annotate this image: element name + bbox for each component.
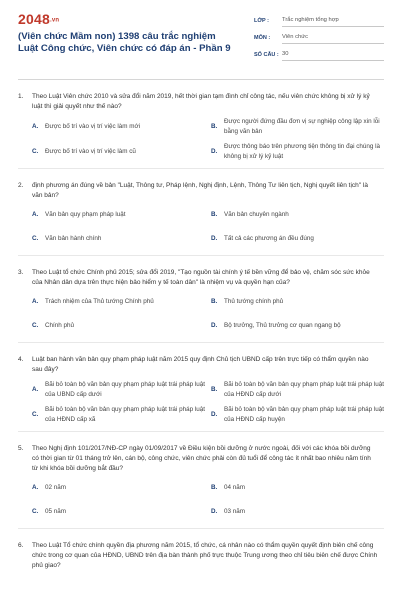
meta-row-count [254, 44, 384, 61]
question-divider [18, 342, 384, 343]
question-stem [18, 444, 384, 474]
question-text: Theo Luật Tổ chức chính quyền địa phương năm 2015, tổ chức, cá nhân nào có thẩm quyền quyết định biên chế công chức trong cơ quan của HĐND, UBND trên địa bàn thành phố trực thuộc Trung ương theo chỉ tiêu biên chế được Chính phủ giao? [32, 542, 378, 569]
option-letter: D. [211, 410, 218, 418]
option-text: 02 năm [45, 484, 67, 492]
question-divider [18, 528, 384, 529]
meta-row-subject [254, 27, 384, 44]
option-text: Được bố trí vào vị trí việc làm cũ [45, 147, 136, 155]
option-b[interactable] [211, 476, 384, 500]
option-letter: A. [32, 484, 39, 492]
question-text: định phương án đúng về bản "Luật, Thông tư, Pháp lệnh, Nghị định, Lệnh, Thông Tư liên tịch, Nghị quyết liên tịch" là văn bản? [32, 182, 368, 199]
option-text: Bộ trưởng, Thủ trưởng cơ quan ngang bộ [224, 322, 341, 330]
option-letter: D. [211, 235, 218, 243]
question-divider [18, 255, 384, 256]
option-text: Văn bản quy phạm pháp luật [45, 211, 126, 219]
logo-suffix: .vn [49, 17, 60, 24]
option-a[interactable] [32, 290, 205, 314]
site-logo[interactable] [18, 10, 233, 29]
option-b[interactable] [211, 203, 384, 227]
meta-value: Viên chức [282, 34, 384, 44]
meta-label: LỚP : [254, 18, 269, 24]
question-number: 6. [18, 542, 24, 549]
option-a[interactable] [32, 377, 205, 402]
option-letter: C. [32, 410, 39, 418]
question-divider [18, 431, 384, 432]
question-5 [18, 444, 384, 529]
question-stem [18, 355, 384, 375]
option-letter: B. [211, 211, 218, 219]
option-text: Trách nhiệm của Thủ tướng Chính phủ [45, 298, 154, 306]
document-title: (Viên chức Mầm non) 1398 câu trắc nghiệm Luật Công chức, Viên chức có đáp án - Phần 9 [18, 31, 231, 55]
option-text: Bãi bỏ toàn bộ văn bản quy phạm pháp luật trái pháp luật của HĐND cấp xã [45, 406, 205, 423]
option-d[interactable] [211, 402, 384, 427]
option-text: Văn bản chuyên ngành [224, 211, 289, 219]
option-text: 03 năm [224, 508, 246, 516]
meta-value: 30 [282, 51, 384, 61]
option-d[interactable] [211, 500, 384, 524]
option-text: 04 năm [224, 484, 246, 492]
option-c[interactable] [32, 500, 205, 524]
question-text: Theo Nghị định 101/2017/NĐ-CP ngày 01/09/2017 về Điều kiện bồi dưỡng ở nước ngoài, đối với các khóa bồi dưỡng có thời gian từ 01 tháng trở lên, cán bộ, công chức, viên chức phải còn đủ tuổi để công tác ít nhất bao nhiêu năm tính từ khi khóa bồi dưỡng bắt đầu? [32, 445, 371, 472]
option-a[interactable] [32, 203, 205, 227]
meta-label: MÔN : [254, 35, 271, 41]
option-d[interactable] [211, 314, 384, 338]
option-text: Được người đứng đầu đơn vị sự nghiệp công lập xin lỗi bằng văn bản [224, 118, 380, 135]
option-letter: C. [32, 147, 39, 155]
question-4 [18, 355, 384, 432]
option-letter: D. [211, 147, 218, 155]
option-d[interactable] [211, 139, 384, 164]
options-grid [32, 377, 384, 427]
option-letter: B. [211, 298, 218, 306]
option-letter: C. [32, 322, 39, 330]
question-stem [18, 92, 384, 112]
option-text: Được bố trí vào vị trí việc làm mới [45, 122, 141, 130]
question-text: Theo Luật tổ chức Chính phủ 2015; sửa đổi 2019, "Tạo nguồn tài chính ý tế bền vững để bảo vệ, chăm sóc sức khỏe của Nhân dân dựa trên thực hiện bảo hiểm y tế toàn dân" là nhiệm vụ và quyền hạn của? [32, 269, 370, 286]
question-number: 2. [18, 182, 24, 189]
option-letter: C. [32, 508, 39, 516]
option-text: Bãi bỏ toàn bộ văn bản quy phạm pháp luật trái pháp luật của UBND cấp dưới [45, 381, 205, 398]
option-text: Được thông báo trên phương tiện thông tin đại chúng là không bị xử lý kỷ luật [224, 143, 381, 160]
header-left [18, 10, 233, 61]
document-header [18, 10, 384, 61]
option-letter: B. [211, 385, 218, 393]
option-letter: A. [32, 385, 39, 393]
option-c[interactable] [32, 402, 205, 427]
header-meta [254, 10, 384, 61]
header-divider [18, 79, 384, 80]
options-grid [32, 114, 384, 164]
question-1 [18, 92, 384, 169]
question-text: Theo Luật Viên chức 2010 và sửa đổi năm 2019, hết thời gian tạm đình chỉ công tác, nếu viên chức không bị xử lý kỷ luật thì giải quyết như thế nào? [32, 93, 370, 110]
options-grid [32, 290, 384, 338]
option-letter: A. [32, 298, 39, 306]
meta-label: SỐ CÂU : [254, 52, 279, 58]
option-a[interactable] [32, 114, 205, 139]
option-a[interactable] [32, 476, 205, 500]
options-grid [32, 476, 384, 524]
question-3 [18, 268, 384, 343]
option-c[interactable] [32, 227, 205, 251]
meta-row-class [254, 10, 384, 27]
option-letter: B. [211, 122, 218, 130]
logo-main: 2048 [18, 11, 50, 27]
question-stem [18, 541, 384, 571]
option-text: Bãi bỏ toàn bộ văn bản quy phạm pháp luật trái pháp luật của HĐND cấp dưới [224, 381, 384, 398]
options-grid [32, 203, 384, 251]
option-d[interactable] [211, 227, 384, 251]
question-6 [18, 541, 384, 571]
option-c[interactable] [32, 139, 205, 164]
option-c[interactable] [32, 314, 205, 338]
option-letter: B. [211, 484, 218, 492]
option-text: 05 năm [45, 508, 67, 516]
option-letter: A. [32, 211, 39, 219]
question-number: 3. [18, 269, 24, 276]
question-number: 4. [18, 356, 24, 363]
question-2 [18, 181, 384, 256]
question-stem [18, 181, 384, 201]
meta-value: Trắc nghiệm tổng hợp [282, 17, 384, 27]
option-text: Tất cả các phương án đều đúng [224, 235, 314, 243]
option-b[interactable] [211, 114, 384, 139]
option-b[interactable] [211, 377, 384, 402]
question-stem [18, 268, 384, 288]
option-text: Thủ tướng chính phủ [224, 298, 284, 306]
option-letter: D. [211, 322, 218, 330]
question-divider [18, 168, 384, 169]
option-text: Chính phủ [45, 322, 75, 330]
question-number: 1. [18, 93, 24, 100]
option-letter: C. [32, 235, 39, 243]
option-text: Bãi bỏ toàn bộ văn bản quy phạm pháp luật trái pháp luật của HĐND cấp huyện [224, 406, 384, 423]
option-b[interactable] [211, 290, 384, 314]
question-text: Luật ban hành văn bản quy phạm pháp luật năm 2015 quy định Chủ tịch UBND cấp trên trực tiếp có thẩm quyền nào sau đây? [32, 356, 369, 373]
option-letter: A. [32, 122, 39, 130]
option-text: Văn bản hành chính [45, 235, 102, 243]
question-number: 5. [18, 445, 24, 452]
option-letter: D. [211, 508, 218, 516]
